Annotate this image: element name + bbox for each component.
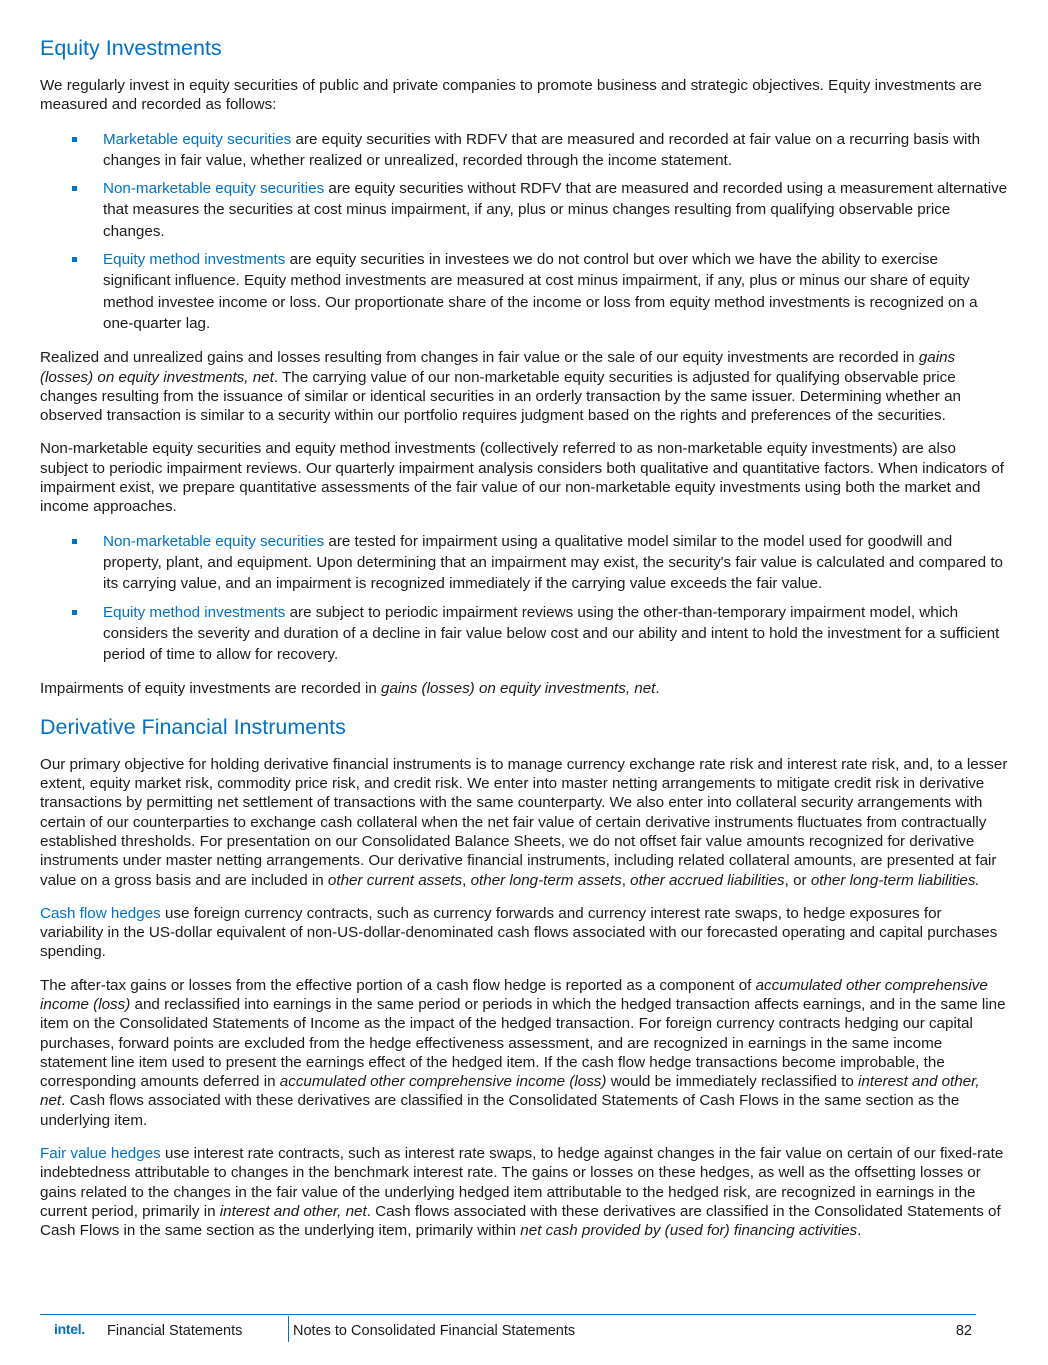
- derivative-objective-paragraph: Our primary objective for holding derivative financial instruments is to manage currency exchange rate risk and interest rate risk, and, to a lesser extent, equity market risk, commodity price risk, and credit risk. We enter into master netting arrangements to mitigate credit risk in derivative transactions by permitting net settlement of transactions with the same counterparty. We also enter into collateral security arrangements with certain of our counterparties to exchange cash collateral when the net fair value of certain derivative instruments fluctuates from contractually established thresholds. For presentation on our Consolidated Balance Sheets, we do not offset fair value amounts recognized for derivative instruments under master netting arrangements. Our derivative financial instruments, including related collateral amounts, are presented at fair value on a gross basis and are included in other current assets, other long-term assets, other accrued liabilities, or other long-term liabilities.: [40, 755, 1008, 889]
- heading-equity-investments: Equity Investments: [40, 36, 222, 60]
- fair-value-hedges-paragraph: Fair value hedges use interest rate contracts, such as interest rate swaps, to hedge against changes in the fair value on certain of our fixed-rate indebtedness attributable to changes in the benchmark interest rate. The gains or losses on these hedges, as well as the offsetting losses or gains related to the changes in the fair value of the underlying hedged item attributable to the hedged risk, are recognized in earnings in the current period, primarily in interest and other, net. Cash flows associated with these derivatives are classified in the Consolidated Statements of Cash Flows in the same section as the underlying item, primarily within net cash provided by (used for) financing activities.: [40, 1145, 1004, 1240]
- list-item: Equity method investments are subject to periodic impairment reviews using the other-than-temporary impairment model, which considers the severity and duration of a decline in fair value below cost and our ability and intent to hold the investment for a sufficient period of time to allow for recovery.: [40, 602, 1008, 666]
- term-fair-value-hedges: Fair value hedges: [40, 1145, 161, 1163]
- term-equity-method: Equity method investments: [103, 251, 286, 269]
- bullet-icon: [72, 610, 77, 615]
- footer-section: Financial Statements: [107, 1323, 243, 1339]
- page-content: [40, 34, 1008, 1255]
- page-footer: [40, 1314, 976, 1343]
- term-marketable-equity: Marketable equity securities: [103, 130, 292, 148]
- equity-impairment-paragraph: Non-marketable equity securities and equity method investments (collectively referred to as non-marketable equity investments) are also subject to periodic impairment reviews. Our quarterly impairment analysis considers both qualitative and quantitative factors. When indicators of impairment exist, we prepare quantitative assessments of the fair value of our non-marketable equity investments using both the market and income approaches.: [40, 440, 1005, 516]
- list-item: Marketable equity securities are equity securities with RDFV that are measured and recorded at fair value on a recurring basis with changes in fair value, whether realized or unrealized, recorded through the income statement.: [40, 129, 1008, 172]
- equity-types-list: [40, 129, 1008, 335]
- bullet-icon: [72, 186, 77, 191]
- footer-subsection: Notes to Consolidated Financial Statements: [293, 1323, 576, 1339]
- equity-impairments-recorded: Impairments of equity investments are recorded in gains (losses) on equity investments, net.: [40, 680, 660, 698]
- page-number: 82: [955, 1323, 972, 1339]
- bullet-icon: [72, 539, 77, 544]
- term-non-marketable-equity: Non-marketable equity securities: [103, 180, 325, 198]
- equity-intro: We regularly invest in equity securities of public and private companies to promote business and strategic objectives. Equity investments are measured and recorded as follows:: [40, 77, 982, 114]
- equity-gains-paragraph: Realized and unrealized gains and losses resulting from changes in fair value or the sale of our equity investments are recorded in gains (losses) on equity investments, net. The carrying value of our non-marketable equity securities is adjusted for qualifying observable price changes resulting from the issuance of similar or identical securities in an orderly transaction by the same issuer. Determining whether an observed transaction is similar to a security within our portfolio requires judgment based on the rights and preferences of the securities.: [40, 349, 961, 425]
- cash-flow-hedges-paragraph: Cash flow hedges use foreign currency contracts, such as currency forwards and currency interest rate swaps, to hedge exposures for variability in the US-dollar equivalent of non-US-dollar-denominated cash flows associated with our forecasted operating and capital purchases spending.: [40, 904, 998, 961]
- bullet-icon: [72, 137, 77, 142]
- term-non-marketable-equity: Non-marketable equity securities: [103, 532, 325, 550]
- list-item: Equity method investments are equity securities in investees we do not control but over which we have the ability to exercise significant influence. Equity method investments are measured at cost minus impairment, if any, plus or minus our share of equity method investee income or loss. Our proportionate share of the income or loss from equity method investments is recognized on a one-quarter lag.: [40, 249, 1008, 334]
- list-item: Non-marketable equity securities are equity securities without RDFV that are measured and recorded using a measurement alternative that measures the securities at cost minus impairment, if any, plus or minus changes resulting from qualifying observable price changes.: [40, 178, 1008, 242]
- term-equity-method: Equity method investments: [103, 603, 286, 621]
- impairment-list: [40, 531, 1008, 666]
- bullet-icon: [72, 257, 77, 262]
- footer-divider: [288, 1316, 289, 1342]
- after-tax-gains-paragraph: The after-tax gains or losses from the effective portion of a cash flow hedge is reported as a component of accumulated other comprehensive income (loss) and reclassified into earnings in the same period or periods in which the hedged transaction affects earnings, and in the same line item on the Consolidated Statements of Income as the impact of the hedged transaction. For foreign currency contracts hedging our capital purchases, forward points are excluded from the hedge effectiveness assessment, and are recognized in earnings in the same income statement line item used to present the earnings effect of the hedged item. If the cash flow hedge transactions become improbable, the corresponding amounts deferred in accumulated other comprehensive income (loss) would be immediately reclassified to interest and other, net. Cash flows associated with these derivatives are classified in the Consolidated Statements of Cash Flows in the same section as the underlying item.: [40, 976, 1006, 1129]
- list-item: Non-marketable equity securities are tested for impairment using a qualitative model similar to the model used for goodwill and property, plant, and equipment. Upon determining that an impairment may exist, the security's fair value is calculated and compared to its carrying value, and an impairment is recognized immediately if the carrying value exceeds the fair value.: [40, 531, 1008, 595]
- term-cash-flow-hedges: Cash flow hedges: [40, 904, 161, 922]
- intel-logo: intel.: [54, 1321, 85, 1337]
- heading-derivative-instruments: Derivative Financial Instruments: [40, 714, 346, 739]
